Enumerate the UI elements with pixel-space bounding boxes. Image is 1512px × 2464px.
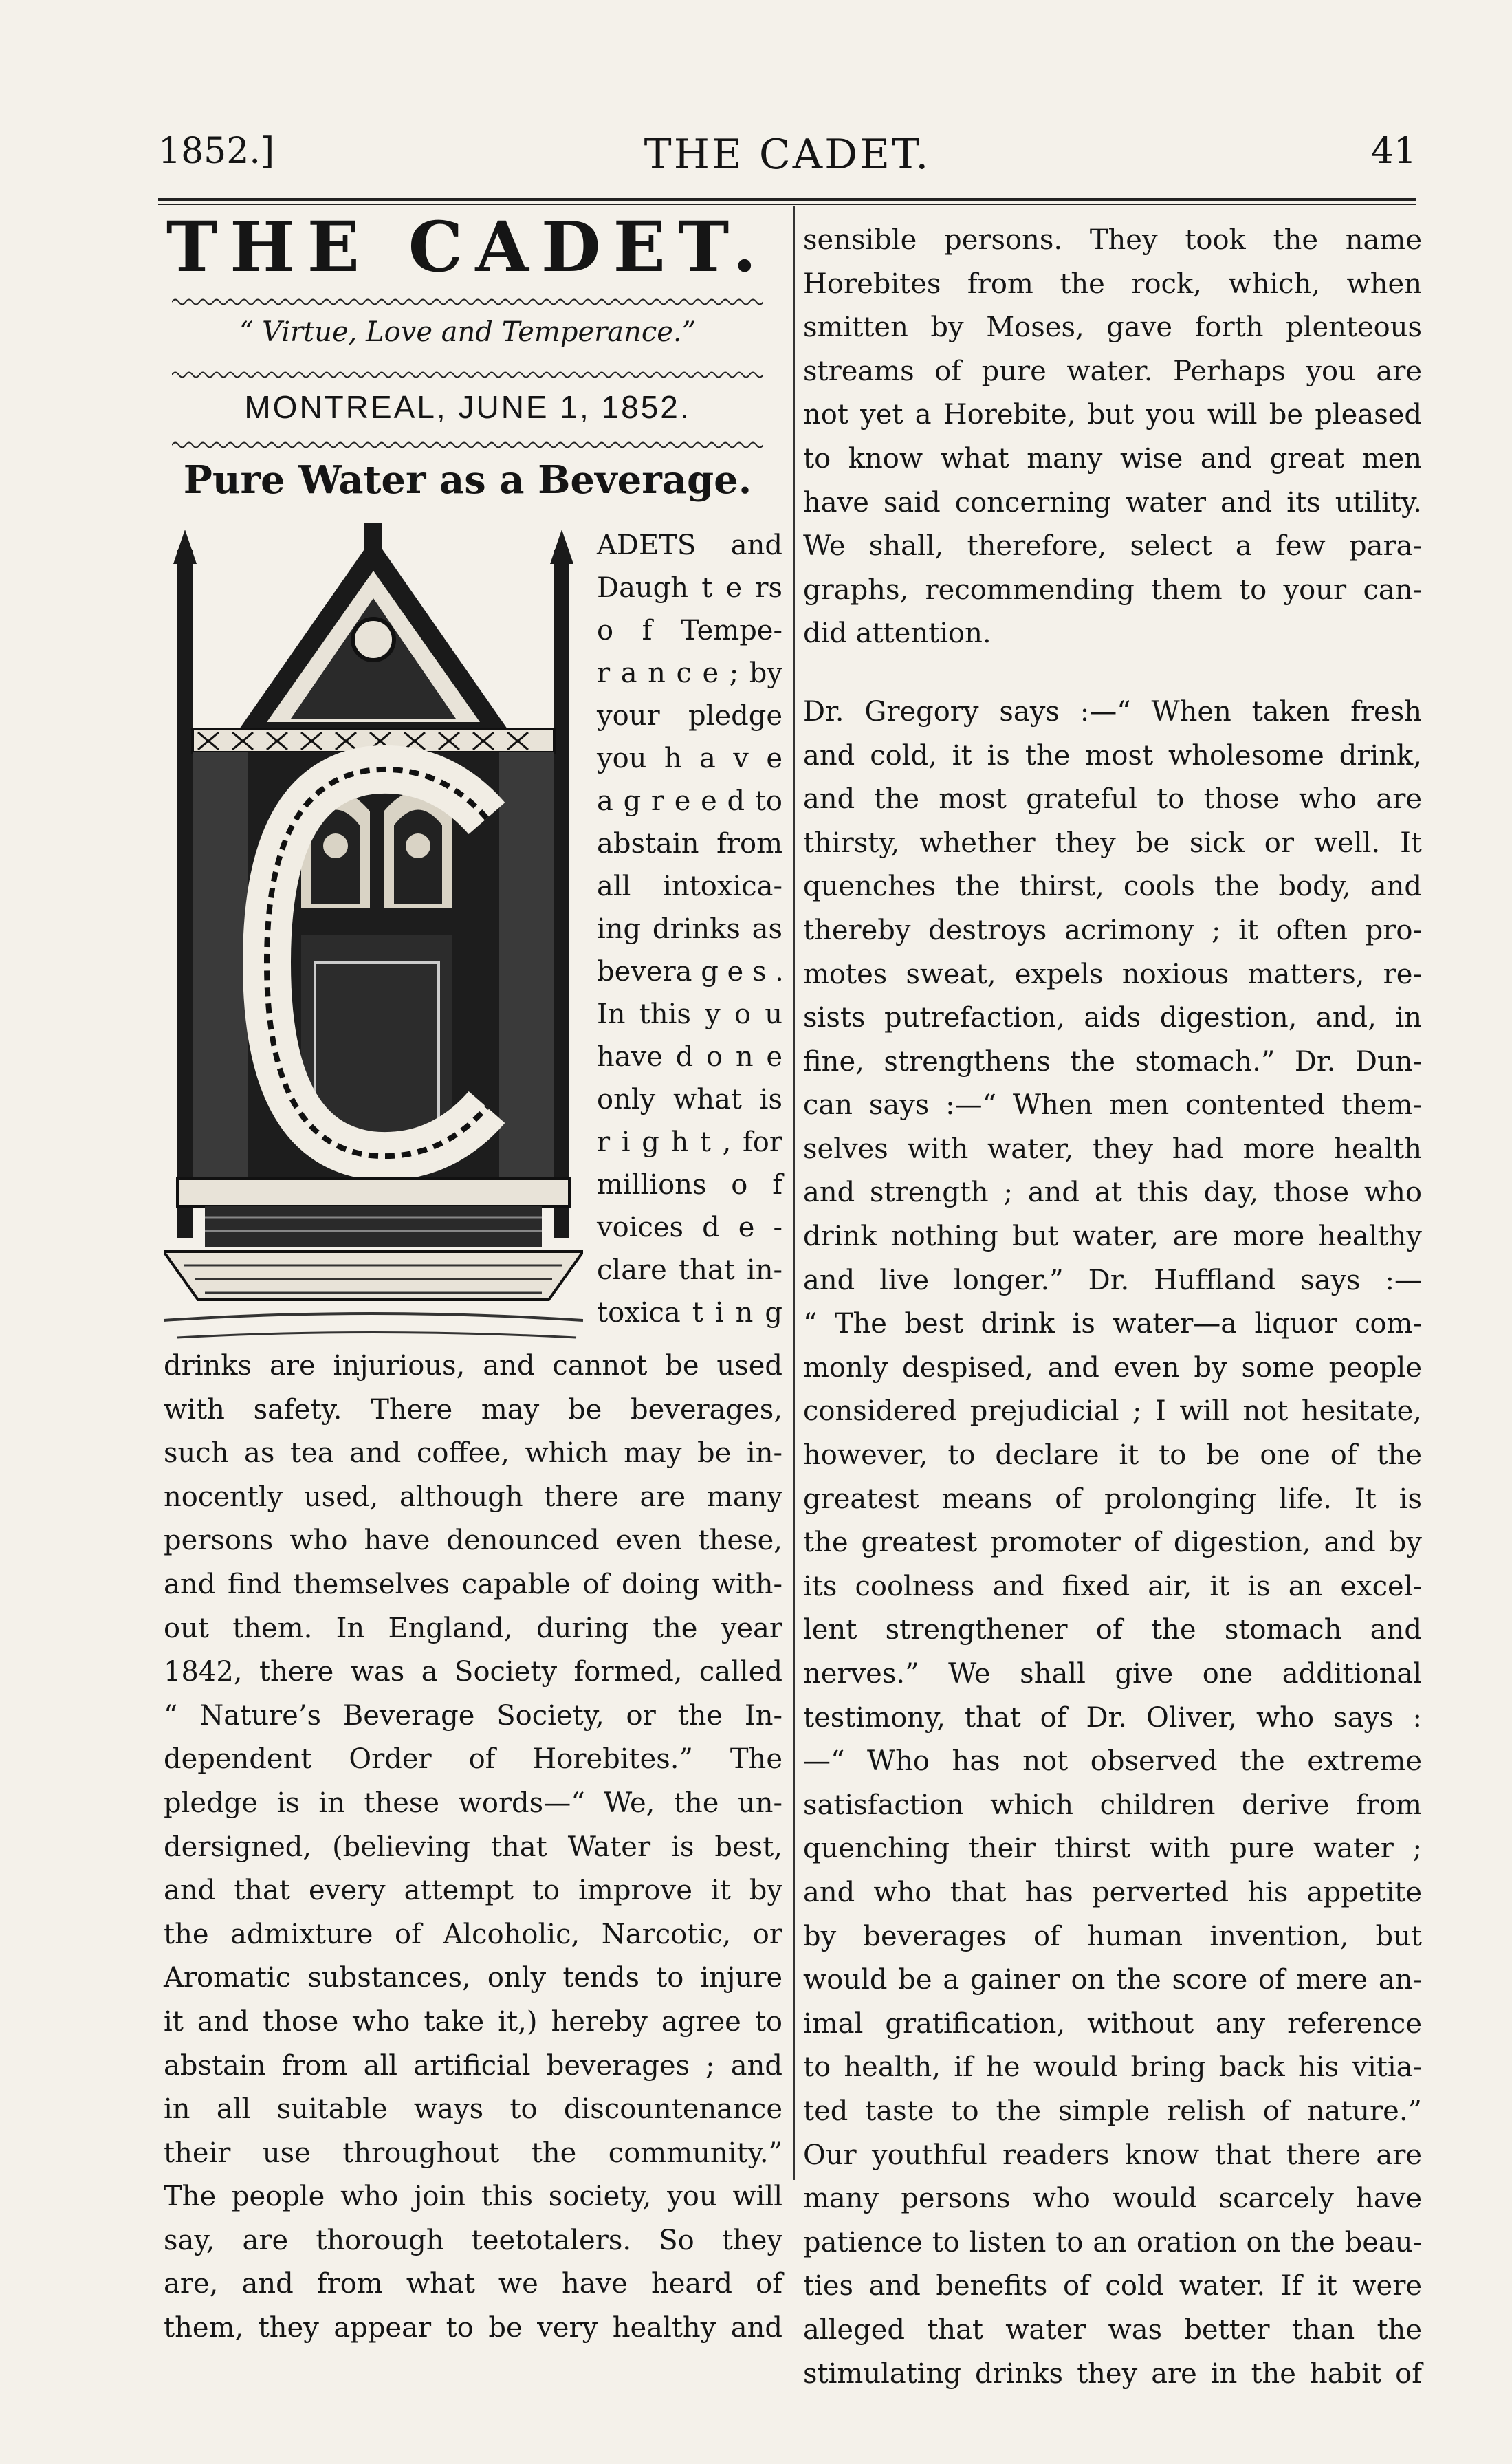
text-line: patience to listen to an oration on the beau- xyxy=(803,2226,1422,2258)
text-line: o f Tempe- xyxy=(597,615,782,646)
text-line: and the most grateful to those who are xyxy=(803,783,1422,816)
dateline: MONTREAL, JUNE 1, 1852. xyxy=(244,389,691,425)
text-line: have d o n e xyxy=(597,1041,782,1073)
text-line: however, to declare it to be one of the xyxy=(803,1439,1422,1472)
text-line: in all suitable ways to discountenance xyxy=(164,2093,782,2126)
text-line: abstain from all artificial beverages ; and xyxy=(164,2049,782,2082)
text-line: only what is xyxy=(597,1084,782,1115)
text-line: it and those who take it,) hereby agree to xyxy=(164,2005,782,2038)
text-line: and live longer.” Dr. Huffland says :— xyxy=(803,1264,1422,1296)
text-line: r a n c e ; by xyxy=(597,657,782,689)
text-line: such as tea and coffee, which may be in- xyxy=(164,1437,782,1470)
text-line: selves with water, they had more health xyxy=(803,1133,1422,1165)
text-line: —“ Who has not observed the extreme xyxy=(803,1745,1422,1778)
running-head-year: 1852.] xyxy=(158,131,275,172)
text-line: fine, strengthens the stomach.” Dr. Dun- xyxy=(803,1045,1422,1078)
text-line: r i g h t , for xyxy=(597,1126,782,1158)
running-head-title: THE CADET. xyxy=(644,131,931,179)
masthead: THE CADET. xyxy=(166,206,769,287)
text-line: The people who join this society, you will xyxy=(164,2181,782,2213)
text-line: ADETS and xyxy=(597,530,782,561)
text-line: its coolness and fixed air, it is an excel- xyxy=(803,1570,1422,1602)
text-line: and who that has perverted his appetite xyxy=(803,1876,1422,1908)
left-column-text xyxy=(164,1344,782,2351)
text-line: dependent Order of Horebites.” The xyxy=(164,1743,782,1776)
text-line: thirsty, whether they be sick or well. It xyxy=(803,827,1422,859)
text-line: clare that in- xyxy=(597,1254,782,1286)
text-line: persons who have denounced even these, xyxy=(164,1525,782,1557)
text-line: drink nothing but water, are more healthy xyxy=(803,1221,1422,1253)
text-line: you h a v e xyxy=(597,743,782,774)
text-line: by beverages of human invention, but xyxy=(803,1920,1422,1952)
text-line: did attention. xyxy=(803,618,991,650)
text-line: thereby destroys acrimony ; it often pro- xyxy=(803,914,1422,946)
running-head xyxy=(158,131,1416,193)
text-line: them, they appear to be very healthy and xyxy=(164,2312,782,2344)
right-column-text xyxy=(803,219,1422,2396)
text-line: testimony, that of Dr. Oliver, who says : xyxy=(803,1701,1422,1734)
text-line: nocently used, although there are many xyxy=(164,1481,782,1513)
text-line: Our youthful readers know that there are xyxy=(803,2139,1422,2171)
text-line: streams of pure water. Perhaps you are xyxy=(803,355,1422,387)
text-line: sensible persons. They took the name xyxy=(803,224,1422,256)
text-line: alleged that water was better than the xyxy=(803,2313,1422,2346)
decorated-initial-illustration xyxy=(164,523,583,1348)
text-line: imal gratification, without any reference xyxy=(803,2007,1422,2040)
text-line: ted taste to the simple relish of nature.” xyxy=(803,2095,1422,2127)
text-line: sists putrefaction, aids digestion, and, in xyxy=(803,1002,1422,1034)
text-line: greatest means of prolonging life. It is xyxy=(803,1483,1422,1515)
text-line: can says :—“ When men contented them- xyxy=(803,1089,1422,1122)
text-line: In this y o u xyxy=(597,999,782,1030)
dropcap-wrap-text xyxy=(597,524,782,1334)
text-line: out them. In England, during the year xyxy=(164,1612,782,1644)
text-line: abstain from xyxy=(597,828,782,860)
text-line: many persons who would scarcely have xyxy=(803,2183,1422,2215)
text-line: Daugh t e rs xyxy=(597,572,782,604)
text-line: lent strengthener of the stomach and xyxy=(803,1614,1422,1646)
motto: “ Virtue, Love and Temperance.” xyxy=(239,316,697,348)
text-line: to know what many wise and great men xyxy=(803,442,1422,475)
text-line: and cold, it is the most wholesome drink, xyxy=(803,739,1422,772)
text-line: toxica t i n g xyxy=(597,1297,782,1329)
column-divider xyxy=(793,206,795,2180)
text-line: bevera g e s . xyxy=(597,956,784,988)
text-line: voices d e - xyxy=(597,1212,782,1243)
text-line: nerves.” We shall give one additional xyxy=(803,1658,1422,1690)
text-line: would be a gainer on the score of mere an- xyxy=(803,1964,1422,1996)
text-line: have said concerning water and its utility. xyxy=(803,486,1422,519)
text-line: the greatest promoter of digestion, and by xyxy=(803,1527,1422,1559)
text-line: with safety. There may be beverages, xyxy=(164,1393,782,1426)
text-line: considered prejudicial ; I will not hesitate, xyxy=(803,1395,1422,1428)
text-line: to health, if he would bring back his vitia- xyxy=(803,2051,1422,2084)
article-title: Pure Water as a Beverage. xyxy=(183,457,752,503)
ornamental-rule xyxy=(172,297,763,307)
text-line: smitten by Moses, gave forth plenteous xyxy=(803,312,1422,344)
text-line: pledge is in these words—“ We, the un- xyxy=(164,1787,782,1819)
text-line: graphs, recommending them to your can- xyxy=(803,574,1422,606)
text-line: We shall, therefore, select a few para- xyxy=(803,530,1422,563)
text-line: and strength ; and at this day, those who xyxy=(803,1177,1422,1209)
ornamental-rule xyxy=(172,440,763,450)
text-line: the admixture of Alcoholic, Narcotic, or xyxy=(164,1918,782,1950)
text-line: quenches the thirst, cools the body, and xyxy=(803,871,1422,903)
text-line: and find themselves capable of doing with- xyxy=(164,1568,782,1600)
text-line: their use throughout the community.” xyxy=(164,2137,782,2169)
text-line: your pledge xyxy=(597,700,782,732)
ornamental-rule xyxy=(172,370,763,380)
page-number: 41 xyxy=(1370,131,1416,172)
text-line: are, and from what we have heard of xyxy=(164,2268,782,2300)
text-line: dersigned, (believing that Water is best, xyxy=(164,1831,782,1863)
text-line: monly despised, and even by some people xyxy=(803,1351,1422,1384)
text-line: stimulating drinks they are in the habit of xyxy=(803,2357,1422,2390)
text-line: quenching their thirst with pure water ; xyxy=(803,1833,1422,1865)
text-line: not yet a Horebite, but you will be pleased xyxy=(803,399,1422,431)
text-line: “ Nature’s Beverage Society, or the In- xyxy=(164,1699,782,1732)
text-line: drinks are injurious, and cannot be used xyxy=(164,1350,782,1382)
text-line: ing drinks as xyxy=(597,913,782,945)
header-rule xyxy=(158,198,1416,201)
text-line: Aromatic substances, only tends to injure xyxy=(164,1962,782,1994)
header-rule-thin xyxy=(158,204,1416,205)
paragraph-gap xyxy=(803,656,1422,690)
text-line: a g r e e d to xyxy=(597,785,782,817)
text-line: 1842, there was a Society formed, called xyxy=(164,1656,782,1688)
text-line: ties and benefits of cold water. If it were xyxy=(803,2270,1422,2302)
text-line: Dr. Gregory says :—“ When taken fresh xyxy=(803,695,1422,728)
text-line: millions o f xyxy=(597,1169,782,1201)
text-line: and that every attempt to improve it by xyxy=(164,1875,782,1907)
text-line: say, are thorough teetotalers. So they xyxy=(164,2224,782,2256)
text-line: “ The best drink is water—a liquor com- xyxy=(803,1308,1422,1340)
text-line: motes sweat, expels noxious matters, re- xyxy=(803,958,1422,990)
text-line: all intoxica- xyxy=(597,871,782,902)
text-line: satisfaction which children derive from xyxy=(803,1789,1422,1821)
text-line: Horebites from the rock, which, when xyxy=(803,268,1422,300)
